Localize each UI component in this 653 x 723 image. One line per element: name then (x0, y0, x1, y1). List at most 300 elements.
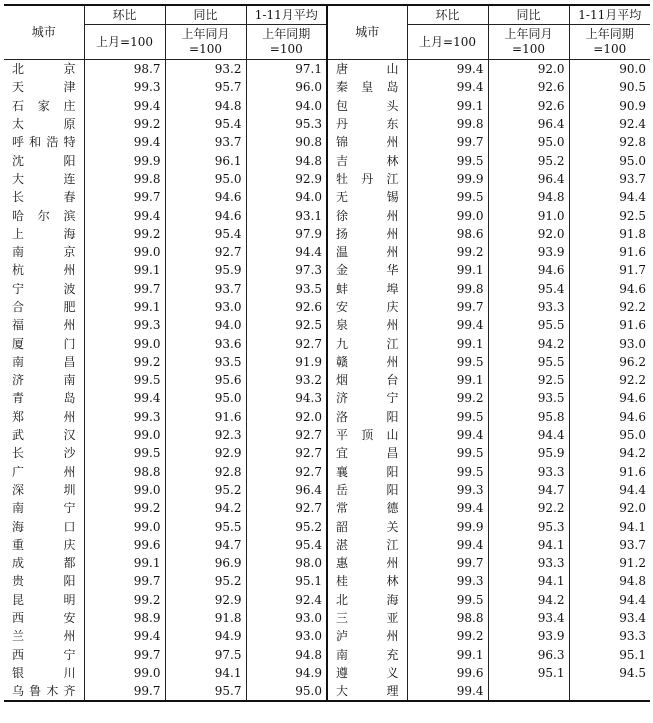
right-mom-value: 99.4 (407, 60, 488, 79)
left-mom-value: 99.5 (84, 371, 165, 389)
right-avg-value: 93.7 (569, 170, 650, 188)
left-city-cell (4, 499, 84, 517)
left-mom-value: 99.0 (84, 243, 165, 261)
right-mom-value: 98.6 (407, 225, 488, 243)
left-yoy-value: 94.8 (165, 97, 246, 115)
right-avg-value: 94.6 (569, 280, 650, 298)
mom-base-left: 上月=100 (84, 25, 165, 60)
right-mom-value: 99.4 (407, 78, 488, 96)
left-city-cell (4, 517, 84, 535)
right-mom-value: 99.7 (407, 298, 488, 316)
avg-header-right: 1-11月平均 (569, 5, 650, 25)
city-name: 遵义 (336, 665, 399, 680)
right-city-cell (327, 536, 407, 554)
right-mom-value: 99.9 (407, 170, 488, 188)
table-row (4, 371, 650, 389)
city-name: 成都 (12, 556, 76, 571)
left-yoy-value: 95.6 (165, 371, 246, 389)
left-city-cell (4, 133, 84, 151)
city-name: 烟台 (336, 373, 399, 388)
right-yoy-value: 93.4 (488, 609, 569, 627)
city-name: 洛阳 (336, 409, 399, 424)
city-name: 福州 (12, 318, 76, 333)
left-avg-value: 92.7 (246, 444, 327, 462)
left-avg-value: 93.0 (246, 609, 327, 627)
left-avg-value: 95.2 (246, 517, 327, 535)
right-yoy-value: 92.6 (488, 97, 569, 115)
city-name: 济宁 (336, 391, 399, 406)
city-name: 丹东 (336, 117, 399, 132)
city-name: 泸州 (336, 629, 399, 644)
left-city-cell (4, 627, 84, 645)
right-yoy-value: 94.7 (488, 481, 569, 499)
right-mom-value: 99.4 (407, 316, 488, 334)
left-mom-value: 99.9 (84, 151, 165, 169)
right-city-cell (327, 206, 407, 224)
city-name: 南宁 (12, 501, 76, 516)
right-city-cell (327, 97, 407, 115)
left-avg-value: 91.9 (246, 353, 327, 371)
left-mom-value: 99.3 (84, 316, 165, 334)
right-yoy-value: 93.5 (488, 389, 569, 407)
right-city-cell (327, 188, 407, 206)
city-name: 宁波 (12, 281, 76, 296)
right-mom-value: 99.4 (407, 499, 488, 517)
table-row (4, 133, 650, 151)
left-yoy-value: 93.2 (165, 60, 246, 79)
left-city-cell (4, 261, 84, 279)
right-yoy-value: 96.3 (488, 646, 569, 664)
right-yoy-value: 94.8 (488, 188, 569, 206)
city-name: 惠州 (336, 556, 399, 571)
left-yoy-value: 95.9 (165, 261, 246, 279)
mom-base-right: 上月=100 (407, 25, 488, 60)
city-name: 上海 (12, 226, 76, 241)
mom-header-left: 环比 (84, 5, 165, 25)
city-name: 温州 (336, 245, 399, 260)
city-name: 大理 (336, 684, 399, 699)
city-name: 合肥 (12, 300, 76, 314)
right-city-cell (327, 170, 407, 188)
left-yoy-value: 92.3 (165, 426, 246, 444)
price-index-table-sheet (4, 4, 648, 702)
city-name: 银川 (12, 665, 76, 680)
city-name: 杭州 (12, 263, 76, 278)
left-city-cell (4, 609, 84, 627)
right-yoy-value: 94.4 (488, 426, 569, 444)
city-name: 桂林 (336, 574, 399, 589)
table-row (4, 517, 650, 535)
city-name: 唐山 (336, 62, 399, 77)
city-name: 青岛 (12, 391, 76, 406)
left-avg-value: 92.9 (246, 170, 327, 188)
right-yoy-value: 92.6 (488, 78, 569, 96)
city-name: 锦州 (336, 135, 399, 150)
city-name: 金华 (336, 263, 399, 278)
left-yoy-value: 92.8 (165, 463, 246, 481)
right-mom-value: 99.7 (407, 554, 488, 572)
left-avg-value: 96.0 (246, 78, 327, 96)
city-name: 哈尔滨 (12, 208, 76, 223)
left-mom-value: 99.7 (84, 188, 165, 206)
left-yoy-value: 93.5 (165, 353, 246, 371)
city-name: 岳阳 (336, 482, 399, 497)
left-avg-value: 95.1 (246, 572, 327, 590)
left-mom-value: 99.0 (84, 481, 165, 499)
left-avg-value: 97.3 (246, 261, 327, 279)
left-mom-value: 99.2 (84, 499, 165, 517)
right-yoy-value: 91.0 (488, 206, 569, 224)
table-row (4, 554, 650, 572)
right-yoy-value: 93.3 (488, 463, 569, 481)
mom-header-right: 环比 (407, 5, 488, 25)
city-name: 深圳 (12, 482, 76, 497)
right-avg-value: 92.8 (569, 133, 650, 151)
city-name: 无锡 (336, 190, 399, 205)
left-yoy-value: 92.7 (165, 243, 246, 261)
left-mom-value: 99.7 (84, 280, 165, 298)
left-city-cell (4, 115, 84, 133)
left-mom-value: 99.2 (84, 353, 165, 371)
city-name: 南昌 (12, 354, 76, 369)
left-city-cell (4, 353, 84, 371)
left-city-cell (4, 60, 84, 79)
right-yoy-value: 95.1 (488, 664, 569, 682)
right-yoy-value: 93.3 (488, 554, 569, 572)
yoy-base-right: 上年同月=100 (488, 25, 569, 60)
city-name: 长沙 (12, 446, 76, 461)
left-city-cell (4, 243, 84, 261)
left-city-cell (4, 334, 84, 352)
table-row (4, 280, 650, 298)
left-mom-value: 99.4 (84, 97, 165, 115)
right-city-cell (327, 115, 407, 133)
right-yoy-value: 93.9 (488, 627, 569, 645)
right-avg-value: 96.2 (569, 353, 650, 371)
city-name: 常德 (336, 501, 399, 516)
left-avg-value: 92.0 (246, 408, 327, 426)
left-city-cell (4, 389, 84, 407)
right-yoy-value: 94.6 (488, 261, 569, 279)
city-name: 大连 (12, 171, 76, 186)
left-mom-value: 99.6 (84, 536, 165, 554)
city-column-header-right: 城市 (327, 5, 407, 60)
left-city-cell (4, 371, 84, 389)
city-name: 扬州 (336, 226, 399, 241)
left-mom-value: 99.1 (84, 298, 165, 316)
left-avg-value: 94.3 (246, 389, 327, 407)
left-mom-value: 99.4 (84, 389, 165, 407)
left-city-cell (4, 682, 84, 701)
right-city-cell (327, 609, 407, 627)
left-city-cell (4, 225, 84, 243)
left-avg-value: 93.5 (246, 280, 327, 298)
left-mom-value: 98.7 (84, 60, 165, 79)
city-name: 南京 (12, 245, 76, 260)
left-yoy-value: 93.6 (165, 334, 246, 352)
right-city-cell (327, 261, 407, 279)
city-name: 呼和浩特 (12, 135, 76, 150)
right-yoy-value: 92.0 (488, 225, 569, 243)
left-avg-value: 92.5 (246, 316, 327, 334)
right-avg-value: 91.8 (569, 225, 650, 243)
left-mom-value: 98.9 (84, 609, 165, 627)
left-city-cell (4, 206, 84, 224)
left-city-cell (4, 572, 84, 590)
city-name: 长春 (12, 190, 76, 205)
table-row (4, 389, 650, 407)
right-avg-value (569, 682, 650, 701)
right-avg-value: 92.0 (569, 499, 650, 517)
right-mom-value: 99.1 (407, 646, 488, 664)
city-name: 兰州 (12, 629, 76, 644)
right-mom-value: 99.1 (407, 261, 488, 279)
left-yoy-value: 95.2 (165, 481, 246, 499)
right-mom-value: 99.5 (407, 353, 488, 371)
city-name: 广州 (12, 464, 76, 479)
table-row (4, 225, 650, 243)
right-avg-value: 91.2 (569, 554, 650, 572)
left-mom-value: 99.1 (84, 261, 165, 279)
city-name: 太原 (12, 117, 76, 132)
left-city-cell (4, 664, 84, 682)
left-yoy-value: 91.8 (165, 609, 246, 627)
city-name: 蚌埠 (336, 281, 399, 296)
left-mom-value: 99.4 (84, 627, 165, 645)
left-city-cell (4, 78, 84, 96)
right-mom-value: 98.8 (407, 609, 488, 627)
right-city-cell (327, 280, 407, 298)
right-yoy-value: 92.5 (488, 371, 569, 389)
right-avg-value: 94.4 (569, 188, 650, 206)
city-name: 天津 (12, 80, 76, 95)
table-row (4, 664, 650, 682)
left-city-cell (4, 591, 84, 609)
right-city-cell (327, 353, 407, 371)
left-city-cell (4, 170, 84, 188)
left-mom-value: 99.3 (84, 408, 165, 426)
right-avg-value: 94.2 (569, 444, 650, 462)
city-name: 石家庄 (12, 98, 76, 113)
right-mom-value: 99.2 (407, 389, 488, 407)
city-name: 宜昌 (336, 446, 399, 461)
right-yoy-value: 94.2 (488, 591, 569, 609)
right-avg-value: 92.4 (569, 115, 650, 133)
city-name: 湛江 (336, 537, 399, 552)
right-city-cell (327, 371, 407, 389)
table-row (4, 646, 650, 664)
right-yoy-value: 96.4 (488, 115, 569, 133)
city-name: 济南 (12, 373, 76, 388)
right-mom-value: 99.4 (407, 682, 488, 701)
table-row (4, 572, 650, 590)
city-name: 韶关 (336, 519, 399, 534)
right-avg-value: 91.6 (569, 316, 650, 334)
left-mom-value: 99.4 (84, 206, 165, 224)
right-avg-value: 94.5 (569, 664, 650, 682)
table-row (4, 316, 650, 334)
left-yoy-value: 95.4 (165, 115, 246, 133)
right-mom-value: 99.9 (407, 517, 488, 535)
right-avg-value: 95.0 (569, 426, 650, 444)
left-mom-value: 98.8 (84, 463, 165, 481)
right-city-cell (327, 444, 407, 462)
left-avg-value: 92.7 (246, 499, 327, 517)
table-row (4, 408, 650, 426)
left-city-cell (4, 554, 84, 572)
yoy-header-right: 同比 (488, 5, 569, 25)
left-yoy-value: 95.4 (165, 225, 246, 243)
price-index-table (4, 4, 650, 702)
right-mom-value: 99.5 (407, 444, 488, 462)
right-yoy-value: 95.5 (488, 316, 569, 334)
city-column-header-left: 城市 (4, 5, 84, 60)
left-avg-value: 94.8 (246, 646, 327, 664)
left-city-cell (4, 444, 84, 462)
table-row (4, 627, 650, 645)
city-name: 乌鲁木齐 (12, 684, 76, 699)
right-mom-value: 99.5 (407, 188, 488, 206)
left-mom-value: 99.5 (84, 444, 165, 462)
left-avg-value: 95.3 (246, 115, 327, 133)
city-name: 厦门 (12, 336, 76, 351)
right-yoy-value: 95.4 (488, 280, 569, 298)
right-yoy-value: 95.8 (488, 408, 569, 426)
right-avg-value: 91.6 (569, 463, 650, 481)
right-mom-value: 99.1 (407, 334, 488, 352)
left-mom-value: 99.2 (84, 115, 165, 133)
right-avg-value: 95.1 (569, 646, 650, 664)
right-city-cell (327, 60, 407, 79)
city-name: 包头 (336, 98, 399, 113)
left-avg-value: 92.4 (246, 591, 327, 609)
right-avg-value: 92.2 (569, 371, 650, 389)
right-yoy-value: 94.1 (488, 536, 569, 554)
city-name: 牡丹江 (336, 171, 399, 186)
right-city-cell (327, 334, 407, 352)
left-city-cell (4, 463, 84, 481)
right-city-cell (327, 298, 407, 316)
left-avg-value: 95.0 (246, 682, 327, 701)
left-avg-value: 95.4 (246, 536, 327, 554)
right-city-cell (327, 151, 407, 169)
right-avg-value: 93.0 (569, 334, 650, 352)
city-name: 吉林 (336, 153, 399, 168)
city-name: 沈阳 (12, 153, 76, 168)
right-avg-value: 91.7 (569, 261, 650, 279)
right-mom-value: 99.4 (407, 426, 488, 444)
right-avg-value: 94.6 (569, 389, 650, 407)
right-yoy-value: 95.2 (488, 151, 569, 169)
right-mom-value: 99.0 (407, 206, 488, 224)
left-avg-value: 96.4 (246, 481, 327, 499)
left-yoy-value: 94.6 (165, 188, 246, 206)
right-mom-value: 99.2 (407, 243, 488, 261)
left-avg-value: 93.2 (246, 371, 327, 389)
right-mom-value: 99.3 (407, 572, 488, 590)
left-avg-value: 94.9 (246, 664, 327, 682)
right-yoy-value: 95.0 (488, 133, 569, 151)
left-avg-value: 92.6 (246, 298, 327, 316)
left-mom-value: 99.8 (84, 170, 165, 188)
table-row (4, 426, 650, 444)
left-mom-value: 99.0 (84, 664, 165, 682)
table-row (4, 243, 650, 261)
left-avg-value: 90.8 (246, 133, 327, 151)
right-yoy-value: 95.9 (488, 444, 569, 462)
right-avg-value: 92.5 (569, 206, 650, 224)
left-yoy-value: 95.5 (165, 517, 246, 535)
right-city-cell (327, 554, 407, 572)
avg-base-right: 上年同期=100 (569, 25, 650, 60)
right-mom-value: 99.2 (407, 627, 488, 645)
right-city-cell (327, 646, 407, 664)
right-mom-value: 99.5 (407, 463, 488, 481)
city-name: 徐州 (336, 208, 399, 223)
table-row (4, 188, 650, 206)
right-city-cell (327, 664, 407, 682)
left-yoy-value: 95.0 (165, 170, 246, 188)
left-city-cell (4, 481, 84, 499)
right-yoy-value: 92.2 (488, 499, 569, 517)
table-row (4, 463, 650, 481)
left-yoy-value: 96.1 (165, 151, 246, 169)
right-yoy-value: 95.5 (488, 353, 569, 371)
city-name: 九江 (336, 336, 399, 351)
table-row (4, 499, 650, 517)
left-avg-value: 98.0 (246, 554, 327, 572)
left-mom-value: 99.0 (84, 334, 165, 352)
right-city-cell (327, 682, 407, 701)
table-row (4, 591, 650, 609)
table-row (4, 444, 650, 462)
city-name: 三亚 (336, 611, 399, 626)
right-city-cell (327, 572, 407, 590)
right-avg-value: 92.2 (569, 298, 650, 316)
left-avg-value: 94.4 (246, 243, 327, 261)
left-mom-value: 99.2 (84, 225, 165, 243)
left-avg-value: 92.7 (246, 426, 327, 444)
city-name: 北京 (12, 62, 76, 77)
right-avg-value: 95.0 (569, 151, 650, 169)
left-yoy-value: 95.0 (165, 389, 246, 407)
right-city-cell (327, 463, 407, 481)
city-name: 昆明 (12, 592, 76, 607)
table-row (4, 609, 650, 627)
yoy-header-left: 同比 (165, 5, 246, 25)
table-row (4, 115, 650, 133)
left-yoy-value: 94.6 (165, 206, 246, 224)
table-row (4, 151, 650, 169)
right-city-cell (327, 133, 407, 151)
right-mom-value: 99.1 (407, 97, 488, 115)
table-row (4, 481, 650, 499)
city-name: 秦皇岛 (336, 80, 399, 95)
right-yoy-value: 96.4 (488, 170, 569, 188)
right-city-cell (327, 517, 407, 535)
left-yoy-value: 94.9 (165, 627, 246, 645)
city-name: 重庆 (12, 537, 76, 552)
table-row (4, 206, 650, 224)
avg-header-left: 1-11月平均 (246, 5, 327, 25)
right-avg-value: 94.4 (569, 591, 650, 609)
table-row (4, 353, 650, 371)
right-city-cell (327, 225, 407, 243)
right-mom-value: 99.3 (407, 481, 488, 499)
right-city-cell (327, 316, 407, 334)
right-avg-value: 93.7 (569, 536, 650, 554)
right-avg-value: 90.0 (569, 60, 650, 79)
